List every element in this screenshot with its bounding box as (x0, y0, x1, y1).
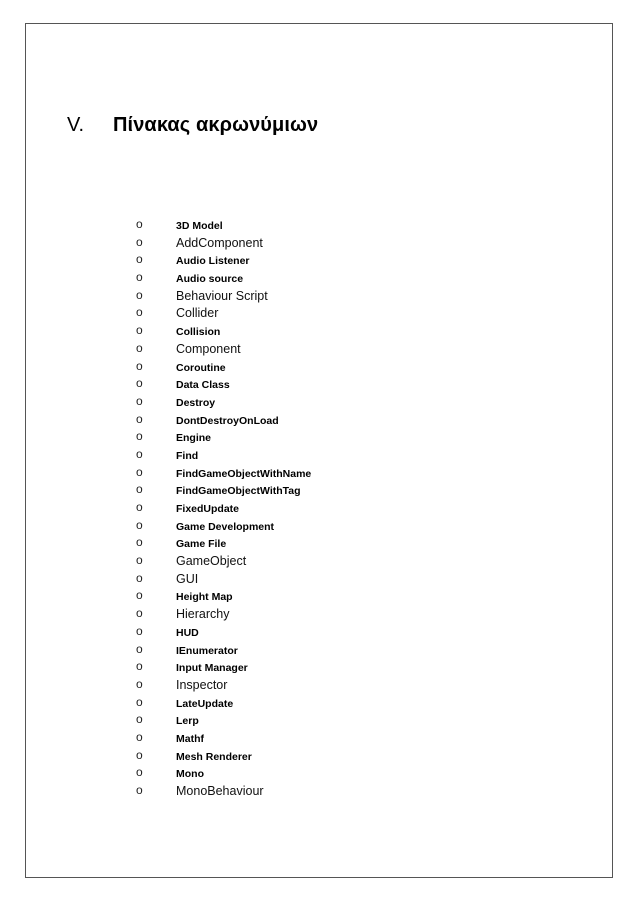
list-item (136, 411, 536, 429)
list-item (136, 340, 536, 358)
bullet-icon: o (136, 393, 143, 408)
bullet-icon: o (136, 747, 143, 762)
list-item-label: Destroy (176, 396, 216, 409)
list-item (136, 304, 536, 322)
list-item-label: DontDestroyOnLoad (176, 414, 279, 427)
list-item (136, 393, 536, 411)
list-item (136, 658, 536, 676)
bullet-icon: o (136, 234, 143, 249)
bullet-icon: o (136, 446, 143, 461)
bullet-icon: o (136, 729, 143, 744)
list-item-label: Behaviour Script (176, 288, 268, 303)
bullet-icon: o (136, 517, 143, 532)
list-item-label: Collider (176, 306, 219, 321)
list-item-label: Mesh Renderer (176, 750, 252, 763)
bullet-icon: o (136, 217, 143, 231)
bullet-icon: o (136, 606, 143, 621)
acronym-list (136, 216, 536, 800)
section-heading (67, 114, 318, 137)
list-item-label: Audio source (176, 273, 244, 286)
bullet-icon: o (136, 305, 143, 320)
list-item-label: Height Map (176, 591, 233, 604)
bullet-icon: o (136, 553, 143, 568)
bullet-icon: o (136, 270, 143, 285)
section-title: Πίνακας ακρωνύμιων (113, 114, 319, 136)
bullet-icon: o (136, 464, 143, 479)
bullet-icon: o (136, 323, 143, 338)
list-item-label: Audio Listener (176, 255, 250, 268)
bullet-icon: o (136, 429, 143, 444)
list-item (136, 322, 536, 340)
list-item-label: Coroutine (176, 361, 226, 374)
list-item (136, 499, 536, 517)
list-item-label: Game Development (176, 520, 275, 533)
list-item (136, 764, 536, 782)
list-item (136, 517, 536, 535)
list-item (136, 534, 536, 552)
list-item (136, 269, 536, 287)
list-item-label: Inspector (176, 677, 228, 692)
bullet-icon: o (136, 340, 143, 355)
list-item-label: HUD (176, 626, 199, 639)
list-item (136, 605, 536, 623)
list-item (136, 747, 536, 765)
bullet-icon: o (136, 252, 143, 267)
bullet-icon: o (136, 358, 143, 373)
bullet-icon: o (136, 376, 143, 391)
list-item-label: Data Class (176, 379, 230, 392)
list-item-label: 3D Model (176, 220, 223, 232)
bullet-icon: o (136, 676, 143, 691)
bullet-icon: o (136, 641, 143, 656)
document-page (25, 23, 613, 878)
list-item (136, 234, 536, 252)
list-item-label: LateUpdate (176, 697, 234, 710)
list-item (136, 782, 536, 800)
bullet-icon: o (136, 712, 143, 727)
section-number: V. (67, 114, 85, 136)
list-item (136, 481, 536, 499)
list-item-label: IEnumerator (176, 644, 238, 657)
bullet-icon: o (136, 535, 143, 550)
list-item-label: FindGameObjectWithTag (176, 485, 301, 498)
list-item-label: Mono (176, 768, 204, 781)
bullet-icon: o (136, 623, 143, 638)
list-item (136, 552, 536, 570)
list-item (136, 694, 536, 712)
list-item (136, 216, 536, 234)
list-item-label: Game File (176, 538, 227, 551)
list-item-label: FixedUpdate (176, 503, 240, 515)
list-item (136, 623, 536, 641)
list-item-label: GameObject (176, 554, 247, 569)
list-item (136, 251, 536, 269)
list-item-label: Engine (176, 432, 212, 445)
list-item-label: Hierarchy (176, 607, 230, 622)
list-item (136, 641, 536, 659)
bullet-icon: o (136, 588, 143, 603)
bullet-icon: o (136, 783, 143, 797)
list-item (136, 729, 536, 747)
list-item-label: Input Manager (176, 662, 248, 675)
list-item (136, 570, 536, 588)
list-item (136, 428, 536, 446)
list-item (136, 676, 536, 694)
bullet-icon: o (136, 482, 143, 497)
list-item-label: FindGameObjectWithName (176, 467, 312, 480)
bullet-icon: o (136, 659, 143, 674)
list-item-label: GUI (176, 571, 199, 586)
bullet-icon: o (136, 765, 143, 780)
list-item (136, 711, 536, 729)
list-item (136, 358, 536, 376)
list-item-label: AddComponent (176, 235, 263, 250)
bullet-icon: o (136, 500, 143, 514)
bullet-icon: o (136, 694, 143, 709)
list-item (136, 375, 536, 393)
list-item (136, 287, 536, 305)
list-item-label: Component (176, 341, 241, 356)
bullet-icon: o (136, 287, 143, 302)
list-item (136, 446, 536, 464)
list-item-label: Find (176, 449, 199, 462)
list-item (136, 464, 536, 482)
list-item (136, 587, 536, 605)
list-item-label: Mathf (176, 732, 204, 745)
list-item-label: MonoBehaviour (176, 784, 264, 798)
list-item-label: Collision (176, 326, 221, 339)
bullet-icon: o (136, 411, 143, 426)
bullet-icon: o (136, 570, 143, 585)
list-item-label: Lerp (176, 715, 199, 728)
